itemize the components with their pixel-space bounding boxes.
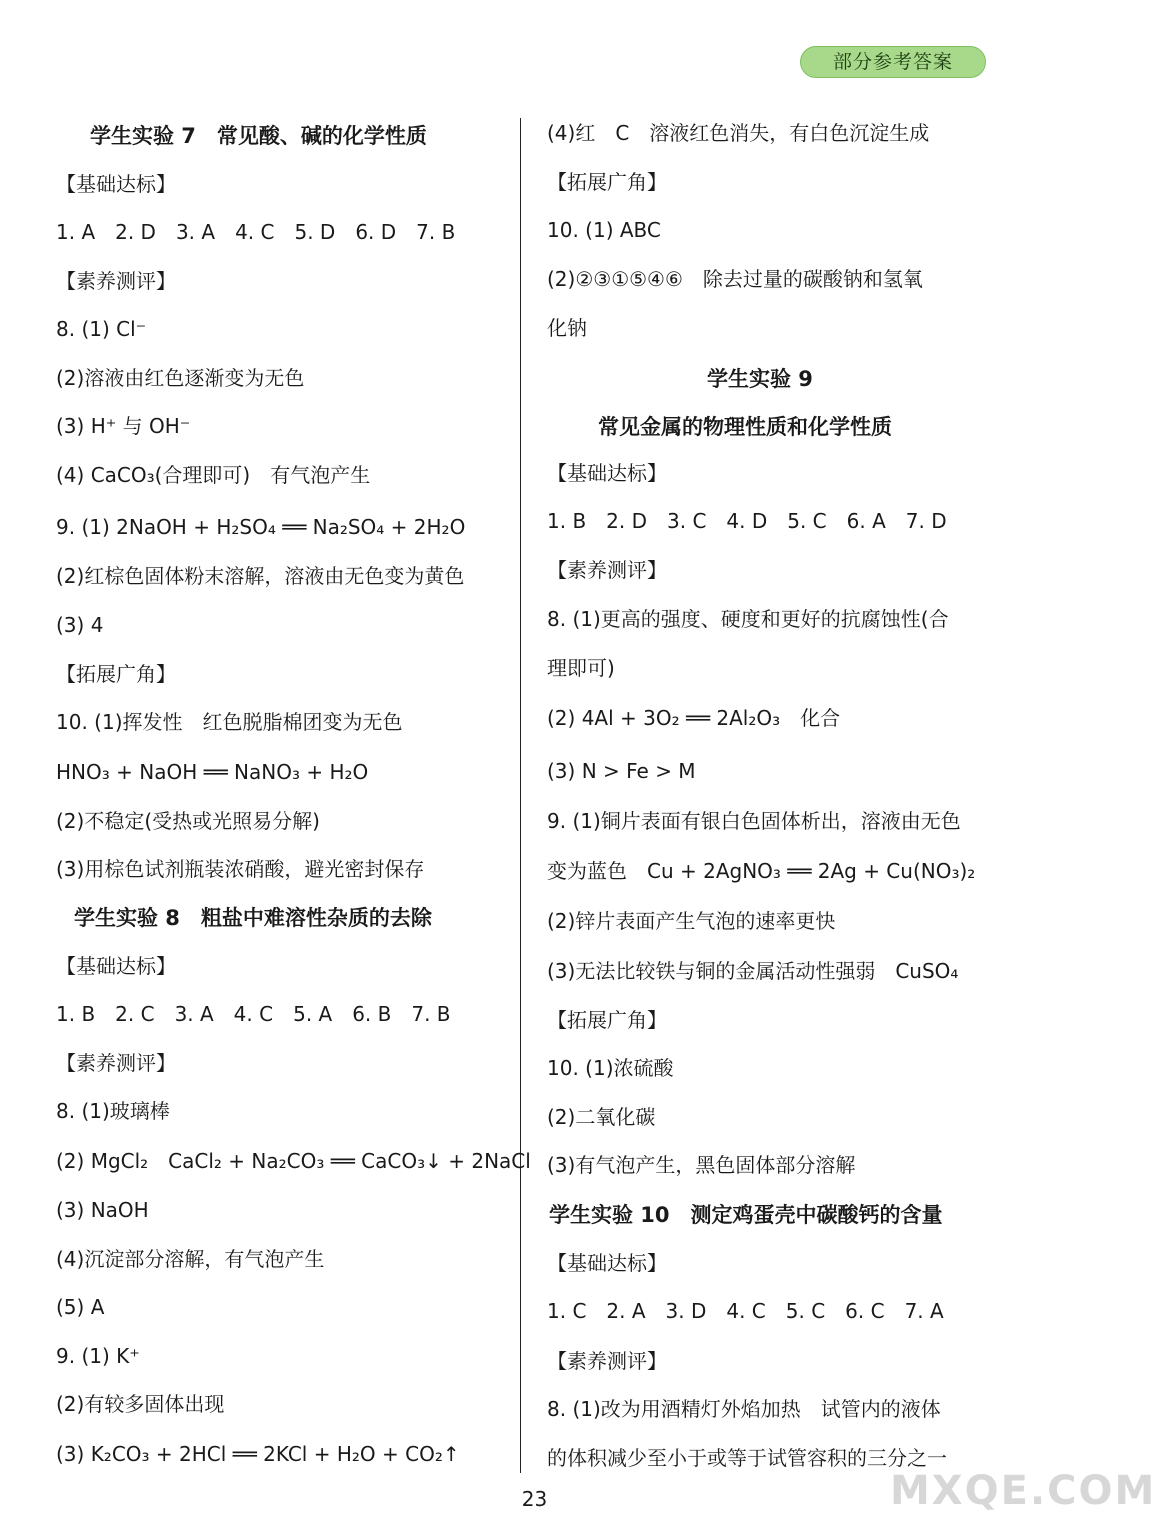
section-label: 【素养测评】 <box>56 269 176 293</box>
heading-experiment-9-subtitle: 常见金属的物理性质和化学性质 <box>598 415 892 439</box>
heading-experiment-10: 学生实验 10 测定鸡蛋壳中碳酸钙的含量 <box>549 1203 943 1227</box>
answer-line: 变为蓝色 Cu + 2AgNO₃ ══ 2Ag + Cu(NO₃)₂ <box>547 859 976 883</box>
answer-line: (2)有较多固体出现 <box>56 1392 225 1416</box>
answer-line: 理即可) <box>547 656 615 680</box>
answer-line: 化钠 <box>547 316 587 340</box>
section-label: 【拓展广角】 <box>547 1008 667 1032</box>
answer-line: 10. (1)浓硫酸 <box>547 1056 674 1080</box>
answer-line: (2)二氧化碳 <box>547 1105 656 1129</box>
answer-line: (5) A <box>56 1295 105 1319</box>
page-number: 23 <box>521 1487 548 1511</box>
answer-line: (2)②③①⑤④⑥ 除去过量的碳酸钠和氢氧 <box>547 267 923 291</box>
answer-line: (2)不稳定(受热或光照易分解) <box>56 809 320 833</box>
answer-line: 1. B 2. C 3. A 4. C 5. A 6. B 7. B <box>56 1002 451 1026</box>
answer-line: (3) H⁺ 与 OH⁻ <box>56 414 191 438</box>
answer-line: 1. A 2. D 3. A 4. C 5. D 6. D 7. B <box>56 220 456 244</box>
heading-experiment-7: 学生实验 7 常见酸、碱的化学性质 <box>90 124 427 148</box>
answer-line: (2)红棕色固体粉末溶解，溶液由无色变为黄色 <box>56 564 465 588</box>
answer-line: 9. (1)铜片表面有银白色固体析出，溶液由无色 <box>547 809 961 833</box>
answer-line: (3) NaOH <box>56 1198 149 1222</box>
column-divider <box>520 118 521 1473</box>
answer-line: (2)溶液由红色逐渐变为无色 <box>56 366 305 390</box>
answer-line: 8. (1)更高的强度、硬度和更好的抗腐蚀性(合 <box>547 607 949 631</box>
answer-line: 10. (1)挥发性 红色脱脂棉团变为无色 <box>56 710 403 734</box>
answer-line: 10. (1) ABC <box>547 218 661 242</box>
answer-line: (4) CaCO₃(合理即可) 有气泡产生 <box>56 463 371 487</box>
answer-line: 1. C 2. A 3. D 4. C 5. C 6. C 7. A <box>547 1299 944 1323</box>
answer-line: (3) 4 <box>56 613 104 637</box>
heading-experiment-9: 学生实验 9 <box>707 367 813 391</box>
answer-line: (3)用棕色试剂瓶装浓硝酸，避光密封保存 <box>56 857 425 881</box>
section-label: 【拓展广角】 <box>56 662 176 686</box>
answer-line: 的体积减少至小于或等于试管容积的三分之一 <box>547 1446 947 1470</box>
section-label: 【素养测评】 <box>547 558 667 582</box>
answer-line: (2) 4Al + 3O₂ ══ 2Al₂O₃ 化合 <box>547 706 841 730</box>
answer-line: 8. (1)玻璃棒 <box>56 1099 170 1123</box>
heading-experiment-8: 学生实验 8 粗盐中难溶性杂质的去除 <box>74 906 432 930</box>
answer-line: 8. (1)改为用酒精灯外焰加热 试管内的液体 <box>547 1397 941 1421</box>
answer-line: (4)沉淀部分溶解，有气泡产生 <box>56 1247 325 1271</box>
answer-line: 9. (1) 2NaOH + H₂SO₄ ══ Na₂SO₄ + 2H₂O <box>56 515 466 539</box>
section-label: 【素养测评】 <box>56 1051 176 1075</box>
answer-line: 8. (1) Cl⁻ <box>56 317 147 341</box>
answer-line: 9. (1) K⁺ <box>56 1344 140 1368</box>
watermark-logo: MXQE.COM <box>890 1468 1156 1514</box>
answer-line: (4)红 C 溶液红色消失，有白色沉淀生成 <box>547 121 930 145</box>
answer-line: 1. B 2. D 3. C 4. D 5. C 6. A 7. D <box>547 509 947 533</box>
section-label: 【基础达标】 <box>547 1251 667 1275</box>
answer-line: (3) K₂CO₃ + 2HCl ══ 2KCl + H₂O + CO₂↑ <box>56 1442 460 1466</box>
section-badge: 部分参考答案 <box>800 46 986 78</box>
answer-line: (2) MgCl₂ CaCl₂ + Na₂CO₃ ══ CaCO₃↓ + 2NaCl <box>56 1149 531 1173</box>
answer-line: HNO₃ + NaOH ══ NaNO₃ + H₂O <box>56 760 369 784</box>
answer-line: (3) N > Fe > M <box>547 759 696 783</box>
section-label: 【基础达标】 <box>56 954 176 978</box>
section-label: 【基础达标】 <box>547 461 667 485</box>
answer-line: (3)无法比较铁与铜的金属活动性强弱 CuSO₄ <box>547 959 959 983</box>
section-label: 【基础达标】 <box>56 172 176 196</box>
answer-line: (3)有气泡产生，黑色固体部分溶解 <box>547 1153 856 1177</box>
section-label: 【拓展广角】 <box>547 170 667 194</box>
answer-line: (2)锌片表面产生气泡的速率更快 <box>547 909 836 933</box>
section-label: 【素养测评】 <box>547 1349 667 1373</box>
